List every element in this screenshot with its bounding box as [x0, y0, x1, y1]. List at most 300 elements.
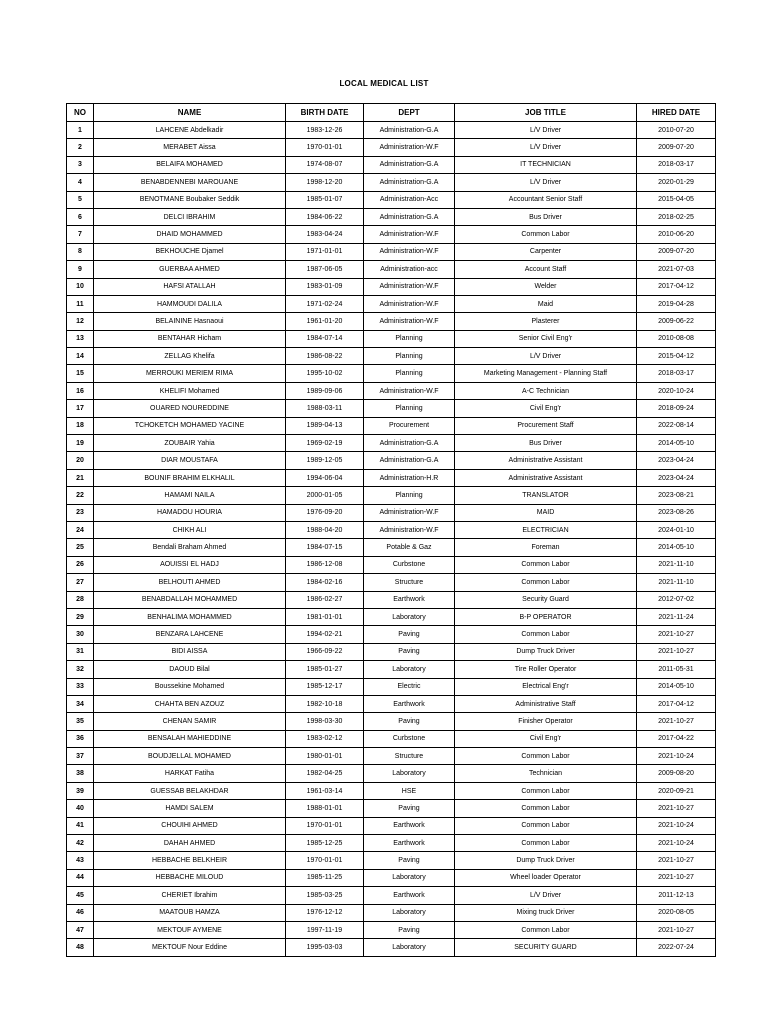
cell-name: CHOUIHI AHMED [94, 817, 286, 834]
cell-name: BENSALAH MAHIEDDINE [94, 730, 286, 747]
cell-birth-date: 1985-12-17 [286, 678, 364, 695]
cell-dept: Administration-W.F [364, 521, 455, 538]
cell-hired-date: 2023-08-21 [637, 487, 716, 504]
cell-dept: Structure [364, 574, 455, 591]
cell-name: TCHOKETCH MOHAMED YACINE [94, 417, 286, 434]
cell-dept: Laboratory [364, 608, 455, 625]
table-row [67, 452, 716, 469]
cell-birth-date: 1985-11-25 [286, 869, 364, 886]
cell-dept: Administration-H.R [364, 469, 455, 486]
cell-birth-date: 1969-02-19 [286, 435, 364, 452]
table-row [67, 887, 716, 904]
table-row [67, 608, 716, 625]
cell-name: Boussekine Mohamed [94, 678, 286, 695]
cell-hired-date: 2021-10-24 [637, 817, 716, 834]
table-row [67, 661, 716, 678]
table-row [67, 869, 716, 886]
table-row [67, 904, 716, 921]
cell-name: ZOUBAIR Yahia [94, 435, 286, 452]
cell-name: BEKHOUCHE Djamel [94, 243, 286, 260]
cell-birth-date: 1983-02-12 [286, 730, 364, 747]
cell-dept: Earthwork [364, 817, 455, 834]
cell-no: 20 [67, 452, 94, 469]
cell-no: 15 [67, 365, 94, 382]
cell-job-title: Security Guard [455, 591, 637, 608]
cell-hired-date: 2017-04-12 [637, 278, 716, 295]
cell-birth-date: 1984-07-15 [286, 539, 364, 556]
cell-hired-date: 2014-05-10 [637, 678, 716, 695]
cell-name: HAFSI ATALLAH [94, 278, 286, 295]
cell-no: 43 [67, 852, 94, 869]
cell-job-title: ELECTRICIAN [455, 521, 637, 538]
cell-birth-date: 1970-01-01 [286, 817, 364, 834]
cell-hired-date: 2022-08-14 [637, 417, 716, 434]
cell-hired-date: 2023-08-26 [637, 504, 716, 521]
table-row [67, 469, 716, 486]
table-row [67, 835, 716, 852]
cell-dept: Procurement [364, 417, 455, 434]
cell-job-title: Dump Truck Driver [455, 852, 637, 869]
cell-hired-date: 2018-03-17 [637, 365, 716, 382]
cell-dept: Administration-G.A [364, 208, 455, 225]
cell-hired-date: 2011-05-31 [637, 661, 716, 678]
cell-no: 46 [67, 904, 94, 921]
cell-no: 30 [67, 626, 94, 643]
cell-no: 7 [67, 226, 94, 243]
cell-no: 40 [67, 800, 94, 817]
cell-birth-date: 1998-03-30 [286, 713, 364, 730]
cell-hired-date: 2021-10-27 [637, 626, 716, 643]
cell-job-title: Accountant Senior Staff [455, 191, 637, 208]
cell-hired-date: 2009-08-20 [637, 765, 716, 782]
cell-hired-date: 2018-02-25 [637, 208, 716, 225]
cell-dept: Administration-acc [364, 261, 455, 278]
medical-list-table [66, 103, 716, 957]
cell-job-title: Common Labor [455, 817, 637, 834]
cell-name: BELAIFA MOHAMED [94, 156, 286, 173]
cell-name: BELHOUTI AHMED [94, 574, 286, 591]
cell-hired-date: 2021-10-27 [637, 921, 716, 938]
cell-job-title: L/V Driver [455, 122, 637, 139]
cell-job-title: TRANSLATOR [455, 487, 637, 504]
cell-no: 12 [67, 313, 94, 330]
cell-dept: Administration-G.A [364, 452, 455, 469]
cell-job-title: Civil Eng'r [455, 400, 637, 417]
cell-birth-date: 1989-09-06 [286, 382, 364, 399]
cell-dept: Administration-W.F [364, 226, 455, 243]
cell-hired-date: 2015-04-05 [637, 191, 716, 208]
cell-hired-date: 2015-04-12 [637, 348, 716, 365]
cell-hired-date: 2021-10-27 [637, 800, 716, 817]
table-row [67, 695, 716, 712]
cell-job-title: Account Staff [455, 261, 637, 278]
cell-no: 19 [67, 435, 94, 452]
cell-dept: Curbstone [364, 556, 455, 573]
header-dept: DEPT [364, 104, 455, 122]
cell-hired-date: 2010-08-08 [637, 330, 716, 347]
cell-dept: Laboratory [364, 904, 455, 921]
cell-birth-date: 1989-04-13 [286, 417, 364, 434]
cell-job-title: L/V Driver [455, 139, 637, 156]
cell-hired-date: 2021-10-27 [637, 852, 716, 869]
table-row [67, 782, 716, 799]
table-row [67, 713, 716, 730]
cell-dept: Paving [364, 626, 455, 643]
cell-no: 6 [67, 208, 94, 225]
cell-name: BENABDALLAH MOHAMMED [94, 591, 286, 608]
cell-no: 11 [67, 295, 94, 312]
cell-job-title: Administrative Assistant [455, 452, 637, 469]
cell-dept: Administration-G.A [364, 435, 455, 452]
cell-name: MEKTOUF AYMENE [94, 921, 286, 938]
cell-job-title: B-P OPERATOR [455, 608, 637, 625]
header-no: NO [67, 104, 94, 122]
cell-dept: Administration-G.A [364, 174, 455, 191]
cell-no: 48 [67, 939, 94, 956]
table-row [67, 295, 716, 312]
cell-birth-date: 1970-01-01 [286, 852, 364, 869]
cell-name: Bendali Braham Ahmed [94, 539, 286, 556]
cell-hired-date: 2010-06-20 [637, 226, 716, 243]
cell-birth-date: 1976-12-12 [286, 904, 364, 921]
cell-dept: Administration-G.A [364, 156, 455, 173]
cell-birth-date: 1982-10-18 [286, 695, 364, 712]
table-row [67, 400, 716, 417]
cell-birth-date: 1985-12-25 [286, 835, 364, 852]
cell-name: AOUISSI EL HADJ [94, 556, 286, 573]
cell-dept: Potable & Gaz [364, 539, 455, 556]
cell-hired-date: 2012-07-02 [637, 591, 716, 608]
cell-birth-date: 1994-02-21 [286, 626, 364, 643]
cell-hired-date: 2023-04-24 [637, 469, 716, 486]
header-hired-date: HIRED DATE [637, 104, 716, 122]
cell-birth-date: 1994-06-04 [286, 469, 364, 486]
cell-dept: Paving [364, 713, 455, 730]
cell-birth-date: 1980-01-01 [286, 748, 364, 765]
cell-name: HEBBACHE MILOUD [94, 869, 286, 886]
table-row [67, 174, 716, 191]
cell-no: 16 [67, 382, 94, 399]
cell-dept: Earthwork [364, 591, 455, 608]
cell-name: BENHALIMA MOHAMMED [94, 608, 286, 625]
cell-hired-date: 2017-04-12 [637, 695, 716, 712]
table-row [67, 921, 716, 938]
cell-no: 13 [67, 330, 94, 347]
cell-hired-date: 2021-10-27 [637, 713, 716, 730]
cell-dept: Planning [364, 330, 455, 347]
header-job-title: JOB TITLE [455, 104, 637, 122]
table-row [67, 243, 716, 260]
cell-birth-date: 1987-06-05 [286, 261, 364, 278]
cell-birth-date: 1981-01-01 [286, 608, 364, 625]
cell-no: 5 [67, 191, 94, 208]
cell-job-title: Technician [455, 765, 637, 782]
table-row [67, 939, 716, 956]
table-row [67, 417, 716, 434]
cell-job-title: Bus Driver [455, 208, 637, 225]
cell-no: 23 [67, 504, 94, 521]
cell-no: 29 [67, 608, 94, 625]
cell-birth-date: 2000-01-05 [286, 487, 364, 504]
cell-hired-date: 2014-05-10 [637, 539, 716, 556]
cell-hired-date: 2021-11-24 [637, 608, 716, 625]
cell-dept: Earthwork [364, 695, 455, 712]
cell-job-title: Common Labor [455, 226, 637, 243]
cell-birth-date: 1983-04-24 [286, 226, 364, 243]
cell-job-title: Civil Eng'r [455, 730, 637, 747]
cell-no: 25 [67, 539, 94, 556]
cell-birth-date: 1988-04-20 [286, 521, 364, 538]
table-row [67, 139, 716, 156]
cell-job-title: Dump Truck Driver [455, 643, 637, 660]
table-row [67, 330, 716, 347]
cell-hired-date: 2020-01-29 [637, 174, 716, 191]
table-row [67, 156, 716, 173]
table-row [67, 313, 716, 330]
cell-job-title: Common Labor [455, 800, 637, 817]
cell-job-title: L/V Driver [455, 174, 637, 191]
cell-name: BENABDENNEBI MAROUANE [94, 174, 286, 191]
cell-birth-date: 1985-03-25 [286, 887, 364, 904]
cell-job-title: Mixing truck Driver [455, 904, 637, 921]
cell-no: 18 [67, 417, 94, 434]
table-row [67, 539, 716, 556]
cell-job-title: L/V Driver [455, 887, 637, 904]
cell-birth-date: 1984-02-16 [286, 574, 364, 591]
cell-hired-date: 2018-09-24 [637, 400, 716, 417]
cell-birth-date: 1971-01-01 [286, 243, 364, 260]
table-header-row [67, 104, 716, 122]
cell-hired-date: 2021-07-03 [637, 261, 716, 278]
cell-dept: Earthwork [364, 887, 455, 904]
cell-birth-date: 1988-01-01 [286, 800, 364, 817]
cell-no: 1 [67, 122, 94, 139]
header-birth-date: BIRTH DATE [286, 104, 364, 122]
cell-dept: Planning [364, 365, 455, 382]
cell-hired-date: 2020-08-05 [637, 904, 716, 921]
cell-hired-date: 2010-07-20 [637, 122, 716, 139]
cell-name: MERABET Aissa [94, 139, 286, 156]
cell-job-title: Welder [455, 278, 637, 295]
cell-birth-date: 1985-01-27 [286, 661, 364, 678]
cell-hired-date: 2021-11-10 [637, 574, 716, 591]
cell-no: 31 [67, 643, 94, 660]
cell-no: 36 [67, 730, 94, 747]
cell-job-title: A-C Technician [455, 382, 637, 399]
cell-no: 8 [67, 243, 94, 260]
cell-name: DIAR MOUSTAFA [94, 452, 286, 469]
cell-dept: Planning [364, 400, 455, 417]
table-row [67, 730, 716, 747]
cell-birth-date: 1961-03-14 [286, 782, 364, 799]
cell-dept: Planning [364, 348, 455, 365]
cell-no: 41 [67, 817, 94, 834]
cell-dept: Paving [364, 852, 455, 869]
cell-name: BENOTMANE Boubaker Seddik [94, 191, 286, 208]
cell-hired-date: 2017-04-22 [637, 730, 716, 747]
cell-no: 44 [67, 869, 94, 886]
cell-hired-date: 2021-10-24 [637, 748, 716, 765]
table-row [67, 504, 716, 521]
table-row [67, 574, 716, 591]
cell-dept: Administration-W.F [364, 382, 455, 399]
cell-name: DAHAH AHMED [94, 835, 286, 852]
cell-no: 47 [67, 921, 94, 938]
cell-birth-date: 1961-01-20 [286, 313, 364, 330]
cell-birth-date: 1971-02-24 [286, 295, 364, 312]
cell-dept: Administration-Acc [364, 191, 455, 208]
table-row [67, 382, 716, 399]
table-row [67, 191, 716, 208]
cell-birth-date: 1966-09-22 [286, 643, 364, 660]
cell-dept: Structure [364, 748, 455, 765]
cell-job-title: Senior Civil Eng'r [455, 330, 637, 347]
cell-no: 32 [67, 661, 94, 678]
cell-dept: Electric [364, 678, 455, 695]
cell-hired-date: 2021-10-27 [637, 869, 716, 886]
cell-name: CHERIET Ibrahim [94, 887, 286, 904]
cell-no: 3 [67, 156, 94, 173]
cell-birth-date: 1986-08-22 [286, 348, 364, 365]
cell-no: 2 [67, 139, 94, 156]
cell-birth-date: 1983-01-09 [286, 278, 364, 295]
cell-job-title: Carpenter [455, 243, 637, 260]
cell-name: HEBBACHE BELKHEIR [94, 852, 286, 869]
cell-name: ZELLAG Khelifa [94, 348, 286, 365]
cell-birth-date: 1982-04-25 [286, 765, 364, 782]
cell-job-title: Common Labor [455, 748, 637, 765]
cell-no: 21 [67, 469, 94, 486]
cell-name: GUERBAA AHMED [94, 261, 286, 278]
table-row [67, 122, 716, 139]
cell-dept: Administration-W.F [364, 139, 455, 156]
table-row [67, 208, 716, 225]
cell-name: GUESSAB BELAKHDAR [94, 782, 286, 799]
cell-job-title: Common Labor [455, 574, 637, 591]
table-row [67, 643, 716, 660]
cell-hired-date: 2023-04-24 [637, 452, 716, 469]
cell-hired-date: 2022-07-24 [637, 939, 716, 956]
cell-hired-date: 2020-09-21 [637, 782, 716, 799]
cell-no: 34 [67, 695, 94, 712]
cell-dept: Administration-W.F [364, 504, 455, 521]
cell-birth-date: 1970-01-01 [286, 139, 364, 156]
table-row [67, 348, 716, 365]
cell-no: 28 [67, 591, 94, 608]
cell-name: HAMMOUDI DALILA [94, 295, 286, 312]
table-row [67, 435, 716, 452]
cell-birth-date: 1974-08-07 [286, 156, 364, 173]
cell-name: BIDI AISSA [94, 643, 286, 660]
cell-no: 33 [67, 678, 94, 695]
cell-name: HAMAMI NAILA [94, 487, 286, 504]
cell-job-title: Common Labor [455, 921, 637, 938]
cell-name: BELAININE Hasnaoui [94, 313, 286, 330]
cell-name: MERROUKI MERIEM RIMA [94, 365, 286, 382]
cell-birth-date: 1984-06-22 [286, 208, 364, 225]
cell-hired-date: 2009-07-20 [637, 243, 716, 260]
cell-job-title: MAID [455, 504, 637, 521]
table-row [67, 765, 716, 782]
cell-job-title: Common Labor [455, 782, 637, 799]
cell-dept: Administration-W.F [364, 313, 455, 330]
cell-job-title: Tire Roller Operator [455, 661, 637, 678]
cell-hired-date: 2011-12-13 [637, 887, 716, 904]
cell-dept: Laboratory [364, 869, 455, 886]
table-body [67, 122, 716, 957]
cell-name: MAATOUB HAMZA [94, 904, 286, 921]
cell-name: CHIKH ALI [94, 521, 286, 538]
table-row [67, 852, 716, 869]
cell-birth-date: 1997-11-19 [286, 921, 364, 938]
table-row [67, 226, 716, 243]
cell-dept: HSE [364, 782, 455, 799]
cell-job-title: Bus Driver [455, 435, 637, 452]
table-row [67, 556, 716, 573]
cell-no: 9 [67, 261, 94, 278]
cell-name: DELCI IBRAHIM [94, 208, 286, 225]
cell-hired-date: 2021-10-24 [637, 835, 716, 852]
cell-birth-date: 1995-03-03 [286, 939, 364, 956]
table-row [67, 626, 716, 643]
cell-name: HARKAT Fatiha [94, 765, 286, 782]
cell-hired-date: 2020-10-24 [637, 382, 716, 399]
cell-name: OUARED NOUREDDINE [94, 400, 286, 417]
cell-dept: Laboratory [364, 765, 455, 782]
cell-birth-date: 1985-01-07 [286, 191, 364, 208]
cell-dept: Administration-G.A [364, 122, 455, 139]
cell-name: KHELIFI Mohamed [94, 382, 286, 399]
table-row [67, 261, 716, 278]
cell-name: LAHCENE Abdelkadir [94, 122, 286, 139]
cell-birth-date: 1986-02-27 [286, 591, 364, 608]
cell-job-title: Plasterer [455, 313, 637, 330]
cell-no: 45 [67, 887, 94, 904]
cell-hired-date: 2019-04-28 [637, 295, 716, 312]
table-row [67, 800, 716, 817]
cell-no: 14 [67, 348, 94, 365]
document-title: LOCAL MEDICAL LIST [339, 79, 429, 88]
cell-no: 35 [67, 713, 94, 730]
cell-dept: Paving [364, 800, 455, 817]
cell-birth-date: 1984-07-14 [286, 330, 364, 347]
cell-name: HAMADOU HOURIA [94, 504, 286, 521]
table-row [67, 278, 716, 295]
cell-dept: Earthwork [364, 835, 455, 852]
cell-job-title: Common Labor [455, 835, 637, 852]
cell-hired-date: 2021-10-27 [637, 643, 716, 660]
cell-birth-date: 1989-12-05 [286, 452, 364, 469]
cell-hired-date: 2014-05-10 [637, 435, 716, 452]
cell-job-title: Procurement Staff [455, 417, 637, 434]
cell-no: 10 [67, 278, 94, 295]
cell-name: MEKTOUF Nour Eddine [94, 939, 286, 956]
cell-job-title: Finisher Operator [455, 713, 637, 730]
cell-name: HAMDI SALEM [94, 800, 286, 817]
table-row [67, 678, 716, 695]
cell-no: 42 [67, 835, 94, 852]
cell-job-title: L/V Driver [455, 348, 637, 365]
cell-birth-date: 1983-12-26 [286, 122, 364, 139]
cell-name: DHAID MOHAMMED [94, 226, 286, 243]
cell-birth-date: 1976-09-20 [286, 504, 364, 521]
cell-name: BENZARA LAHCENE [94, 626, 286, 643]
table-row [67, 521, 716, 538]
cell-dept: Administration-W.F [364, 295, 455, 312]
cell-job-title: Administrative Staff [455, 695, 637, 712]
cell-hired-date: 2018-03-17 [637, 156, 716, 173]
cell-no: 39 [67, 782, 94, 799]
